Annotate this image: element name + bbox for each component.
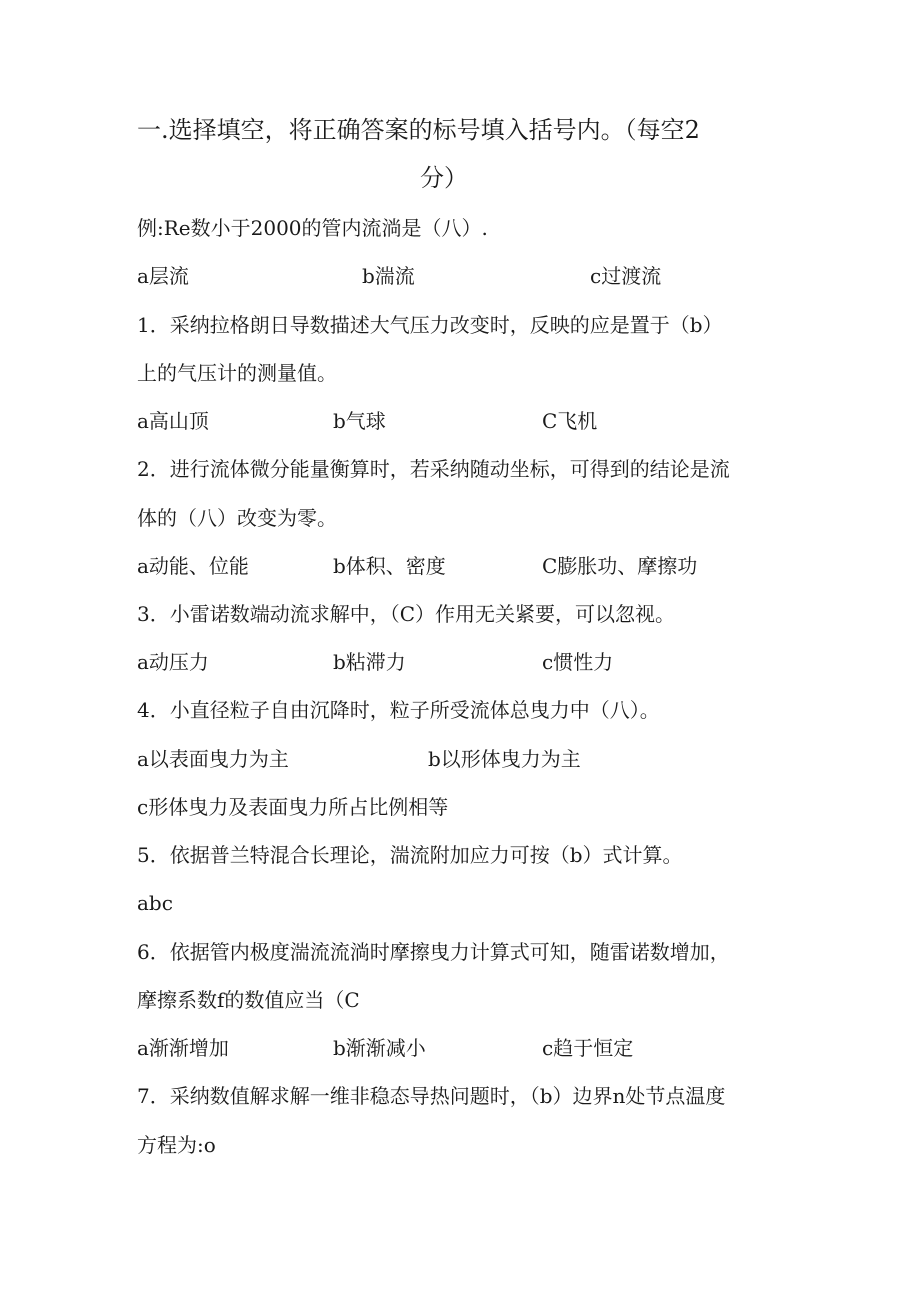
section-heading-continuation: 分） [420, 164, 468, 192]
example-option-c: c过渡流 [590, 264, 662, 288]
question-2-option-c: C膨胀功、摩擦功 [542, 554, 698, 578]
question-6-option-c: c趋于恒定 [542, 1036, 634, 1060]
question-3-option-a: a动压力 [137, 650, 209, 674]
question-3-option-b: b粘滞力 [333, 650, 406, 674]
question-6-option-a: a渐渐增加 [137, 1036, 229, 1060]
question-4-option-c: c形体曳力及表面曳力所占比例相等 [137, 795, 449, 819]
example-option-b: b湍流 [362, 264, 415, 288]
question-7-line-2: 方程为:o [137, 1133, 216, 1157]
question-4-line-1: 4．小直径粒子自由沉降时，粒子所受流体总曳力中（八）。 [137, 698, 660, 722]
question-1-option-c: C飞机 [542, 409, 598, 433]
question-4-option-b: b以形体曳力为主 [428, 747, 581, 771]
question-3-line-1: 3．小雷诺数端动流求解中，（C）作用无关紧要，可以忽视。 [137, 602, 676, 626]
question-2-option-a: a动能、位能 [137, 554, 249, 578]
question-6-line-1: 6．依据管内极度湍流流淌时摩擦曳力计算式可知，随雷诺数增加， [137, 940, 730, 964]
question-5-line-1: 5．依据普兰特混合长理论，湍流附加应力可按（b）式计算。 [137, 843, 683, 867]
question-7-line-1: 7．采纳数值解求解一维非稳态导热问题时，（b）边界n处节点温度 [137, 1084, 726, 1108]
question-5-options: abc [137, 891, 173, 915]
question-1-option-a: a高山顶 [137, 409, 209, 433]
question-3-option-c: c惯性力 [542, 650, 614, 674]
question-2-option-b: b体积、密度 [333, 554, 446, 578]
question-1-line-2: 上的气压计的测量值。 [137, 361, 337, 385]
question-4-option-a: a以表面曳力为主 [137, 747, 289, 771]
question-1-option-b: b气球 [333, 409, 386, 433]
question-1-line-1: 1．采纳拉格朗日导数描述大气压力改变时，反映的应是置于（b） [137, 313, 723, 337]
section-heading: 一.选择填空，将正确答案的标号填入括号内。（每空2 [137, 116, 700, 144]
question-2-line-1: 2．进行流体微分能量衡算时，若采纳随动坐标，可得到的结论是流 [137, 457, 730, 481]
example-option-a: a层流 [137, 264, 189, 288]
question-6-line-2: 摩擦系数f的数值应当（C [137, 988, 360, 1012]
question-6-option-b: b渐渐减小 [333, 1036, 426, 1060]
example-question: 例:Re数小于2000的管内流淌是（八）. [137, 216, 488, 240]
question-2-line-2: 体的（八）改变为零。 [137, 506, 337, 530]
